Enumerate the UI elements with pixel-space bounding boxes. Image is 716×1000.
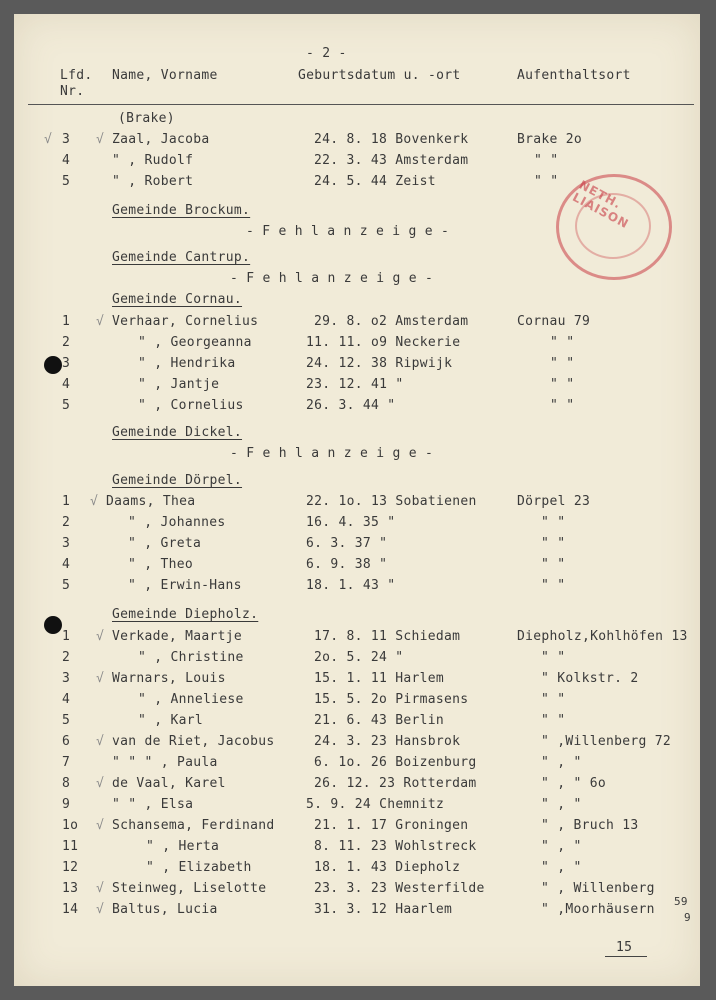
row-residence: " ,Willenberg 72 — [541, 734, 672, 749]
row-nr: 13 — [62, 881, 79, 896]
row-birth: 15. 1. 11 Harlem — [314, 671, 445, 686]
row-nr: 4 — [62, 153, 71, 168]
row-name: " , Elizabeth — [146, 860, 252, 875]
fehlanzeige-cantrup: - F e h l a n z e i g e - — [230, 271, 434, 286]
row-birth: 24. 12. 38 Ripwijk — [306, 356, 453, 371]
punch-hole — [44, 356, 62, 374]
row-nr: 12 — [62, 860, 79, 875]
row-name: " , Jantje — [138, 377, 220, 392]
col-header-residence: Aufenthaltsort — [517, 68, 631, 83]
row-nr: 1 — [62, 494, 71, 509]
row-birth: 2o. 5. 24 " — [314, 650, 404, 665]
section-diepholz: Gemeinde Diepholz. — [112, 607, 259, 622]
row-name: " , Theo — [128, 557, 194, 572]
row-nr: 6 — [62, 734, 71, 749]
row-nr: 5 — [62, 398, 71, 413]
row-birth: 31. 3. 12 Haarlem — [314, 902, 453, 917]
row-residence: " , " — [541, 797, 582, 812]
row-name: " , Georgeanna — [138, 335, 252, 350]
row-birth: 6. 3. 37 " — [306, 536, 388, 551]
row-birth: 6. 1o. 26 Boizenburg — [314, 755, 477, 770]
liaison-stamp: NETH. LIAISON — [556, 174, 672, 280]
row-nr: 5 — [62, 578, 71, 593]
row-name: " , Hendrika — [138, 356, 236, 371]
check-mark: √ — [96, 881, 105, 896]
row-name: " , Greta — [128, 536, 202, 551]
row-birth: 5. 9. 24 Chemnitz — [306, 797, 445, 812]
row-name: Warnars, Louis — [112, 671, 226, 686]
section-brake: (Brake) — [118, 111, 175, 126]
row-birth: 11. 11. o9 Neckerie — [306, 335, 461, 350]
margin-note: 9 — [684, 911, 691, 924]
row-birth: 17. 8. 11 Schiedam — [314, 629, 461, 644]
row-birth: 8. 11. 23 Wohlstreck — [314, 839, 477, 854]
row-nr: 3 — [62, 671, 71, 686]
page-number: - 2 - — [306, 46, 347, 61]
row-residence: " " — [534, 153, 559, 168]
row-residence: Brake 2o — [517, 132, 583, 147]
row-name: " , Johannes — [128, 515, 226, 530]
row-birth: 21. 1. 17 Groningen — [314, 818, 469, 833]
row-residence: " ,Moorhäusern — [541, 902, 655, 917]
row-nr: 4 — [62, 377, 71, 392]
row-nr: 7 — [62, 755, 71, 770]
fehlanzeige-brockum: - F e h l a n z e i g e - — [246, 224, 450, 239]
row-birth: 22. 3. 43 Amsterdam — [314, 153, 469, 168]
row-nr: 1o — [62, 818, 79, 833]
row-residence: " " — [550, 356, 575, 371]
check-mark: √ — [96, 776, 105, 791]
check-mark: √ — [96, 734, 105, 749]
row-residence: " " — [541, 650, 566, 665]
row-name: Verhaar, Cornelius — [112, 314, 259, 329]
row-residence: " " — [550, 398, 575, 413]
row-residence: " , " — [541, 860, 582, 875]
margin-note: 59 — [674, 895, 688, 908]
row-residence: Cornau 79 — [517, 314, 591, 329]
row-nr: 5 — [62, 713, 71, 728]
row-name: " , Rudolf — [112, 153, 194, 168]
row-birth: 15. 5. 2o Pirmasens — [314, 692, 469, 707]
row-residence: " " — [541, 515, 566, 530]
row-name: " , Christine — [138, 650, 244, 665]
row-birth: 22. 1o. 13 Sobatienen — [306, 494, 477, 509]
col-header-birth: Geburtsdatum u. -ort — [298, 68, 461, 83]
punch-hole — [44, 616, 62, 634]
row-residence: " " — [541, 578, 566, 593]
check-mark: √ — [96, 132, 105, 147]
row-name: de Vaal, Karel — [112, 776, 226, 791]
check-mark: √ — [96, 902, 105, 917]
section-dickel: Gemeinde Dickel. — [112, 425, 243, 440]
header-divider — [28, 104, 694, 105]
row-name: " , Herta — [146, 839, 220, 854]
row-residence: " , " 6o — [541, 776, 607, 791]
fehlanzeige-dickel: - F e h l a n z e i g e - — [230, 446, 434, 461]
row-name: Steinweg, Liselotte — [112, 881, 267, 896]
section-cantrup: Gemeinde Cantrup. — [112, 250, 251, 265]
row-name: " , Robert — [112, 174, 194, 189]
row-nr: 14 — [62, 902, 79, 917]
row-birth: 24. 8. 18 Bovenkerk — [314, 132, 469, 147]
footer-underline — [605, 956, 647, 957]
footer-page-number: 15 — [616, 940, 633, 955]
row-residence: Diepholz,Kohlhöfen 13 — [517, 629, 688, 644]
col-header-name: Name, Vorname — [112, 68, 218, 83]
row-nr: 5 — [62, 174, 71, 189]
row-residence: " , Willenberg — [541, 881, 655, 896]
row-nr: 1 — [62, 314, 71, 329]
check-mark: √ — [96, 314, 105, 329]
col-header-lfd: Lfd. — [60, 68, 93, 83]
row-birth: 23. 3. 23 Westerfilde — [314, 881, 485, 896]
row-nr: 3 — [62, 132, 71, 147]
row-name: " " , Elsa — [112, 797, 194, 812]
row-name: Schansema, Ferdinand — [112, 818, 275, 833]
row-residence: Dörpel 23 — [517, 494, 591, 509]
row-name: " , Anneliese — [138, 692, 244, 707]
row-name: " , Erwin-Hans — [128, 578, 242, 593]
row-birth: 26. 3. 44 " — [306, 398, 396, 413]
row-nr: 2 — [62, 515, 71, 530]
section-brockum: Gemeinde Brockum. — [112, 203, 251, 218]
row-residence: " " — [541, 557, 566, 572]
row-name: " " " , Paula — [112, 755, 218, 770]
col-header-nr: Nr. — [60, 84, 85, 99]
row-nr: 9 — [62, 797, 71, 812]
row-residence: " " — [550, 335, 575, 350]
row-birth: 24. 3. 23 Hansbrok — [314, 734, 461, 749]
row-birth: 29. 8. o2 Amsterdam — [314, 314, 469, 329]
row-name: Verkade, Maartje — [112, 629, 243, 644]
row-nr: 3 — [62, 536, 71, 551]
row-birth: 16. 4. 35 " — [306, 515, 396, 530]
row-birth: 26. 12. 23 Rotterdam — [314, 776, 477, 791]
row-birth: 24. 5. 44 Zeist — [314, 174, 436, 189]
row-birth: 23. 12. 41 " — [306, 377, 404, 392]
row-birth: 21. 6. 43 Berlin — [314, 713, 445, 728]
row-name: van de Riet, Jacobus — [112, 734, 275, 749]
section-doerpel: Gemeinde Dörpel. — [112, 473, 243, 488]
row-birth: 6. 9. 38 " — [306, 557, 388, 572]
row-nr: 1 — [62, 629, 71, 644]
row-residence: " Kolkstr. 2 — [541, 671, 639, 686]
row-nr: 4 — [62, 692, 71, 707]
check-mark: √ — [44, 132, 53, 147]
row-name: Daams, Thea — [106, 494, 196, 509]
row-nr: 4 — [62, 557, 71, 572]
check-mark: √ — [96, 671, 105, 686]
row-residence: " " — [541, 536, 566, 551]
row-residence: " " — [541, 713, 566, 728]
row-name: " , Cornelius — [138, 398, 244, 413]
check-mark: √ — [96, 629, 105, 644]
check-mark: √ — [96, 818, 105, 833]
row-residence: " " — [534, 174, 559, 189]
row-name: Zaal, Jacoba — [112, 132, 210, 147]
row-nr: 11 — [62, 839, 79, 854]
row-residence: " , " — [541, 839, 582, 854]
row-name: Baltus, Lucia — [112, 902, 218, 917]
row-residence: " " — [541, 692, 566, 707]
row-residence: " , Bruch 13 — [541, 818, 639, 833]
row-nr: 2 — [62, 335, 71, 350]
row-nr: 2 — [62, 650, 71, 665]
row-residence: " , " — [541, 755, 582, 770]
section-cornau: Gemeinde Cornau. — [112, 292, 243, 307]
row-residence: " " — [550, 377, 575, 392]
row-nr: 8 — [62, 776, 71, 791]
row-nr: 3 — [62, 356, 71, 371]
check-mark: √ — [90, 494, 99, 509]
row-name: " , Karl — [138, 713, 204, 728]
row-birth: 18. 1. 43 " — [306, 578, 396, 593]
row-birth: 18. 1. 43 Diepholz — [314, 860, 461, 875]
